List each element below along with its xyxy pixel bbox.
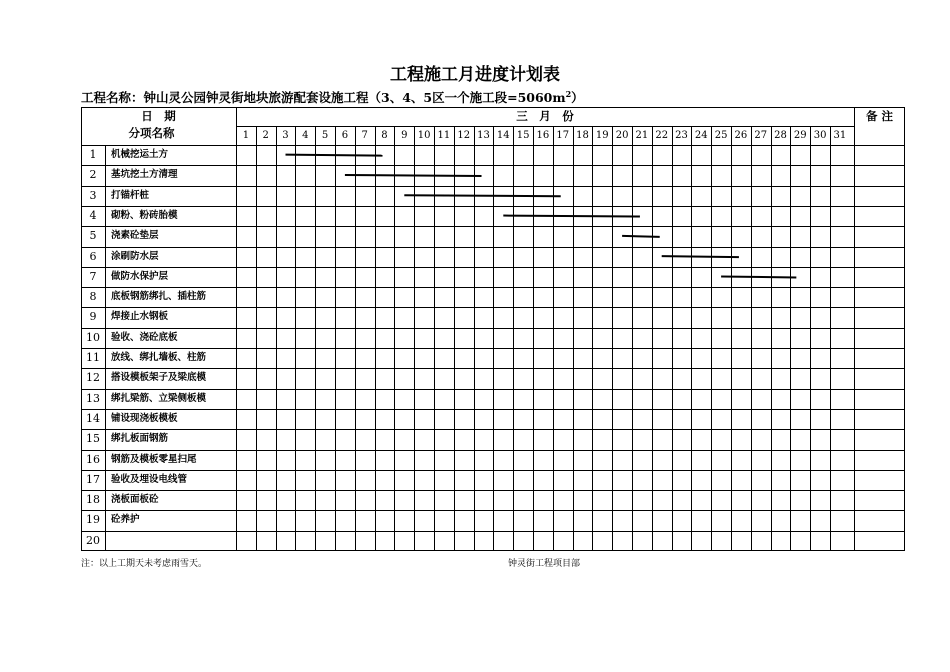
day-number: 27 (754, 130, 768, 141)
row-number: 7 (89, 269, 97, 283)
task-name: 绑扎板面钢筋 (111, 433, 169, 445)
page-title: 工程施工月进度计划表 (390, 65, 560, 85)
day-number: 15 (516, 130, 530, 141)
day-number: 17 (556, 130, 570, 141)
day-number: 19 (595, 130, 609, 141)
day-number: 9 (401, 130, 408, 141)
task-name: 涂刷防水层 (111, 250, 159, 262)
day-number: 30 (813, 130, 827, 141)
day-number: 6 (341, 130, 349, 141)
row-number: 2 (89, 168, 97, 182)
day-number: 18 (576, 130, 589, 141)
row-number: 14 (86, 411, 100, 425)
day-number: 21 (635, 130, 649, 141)
department-name: 钟灵街工程项目部 (508, 559, 581, 569)
task-name: 基坑挖土方清理 (111, 169, 178, 181)
project-name (81, 88, 584, 106)
task-name: 浇板面板砼 (111, 494, 159, 506)
item-header: 分项名称 (128, 126, 175, 140)
row-number: 20 (86, 533, 100, 547)
area-unit-superscript: 2 (565, 88, 572, 99)
day-number: 10 (417, 130, 431, 141)
row-number: 5 (89, 229, 97, 243)
task-name (111, 531, 234, 551)
schedule-bar (503, 216, 640, 217)
row-number: 1 (89, 148, 97, 161)
day-number: 23 (675, 130, 688, 141)
project-close: ） (571, 90, 584, 105)
task-name: 放线、绑扎墙板、柱筋 (111, 352, 207, 363)
schedule-bar (622, 236, 660, 237)
row-number: 9 (89, 310, 97, 324)
task-name: 打锚杆桩 (111, 189, 150, 201)
row-number: 13 (86, 391, 100, 405)
row-number: 10 (86, 330, 100, 344)
row-number: 18 (86, 493, 100, 507)
day-number: 13 (477, 130, 490, 141)
day-number: 12 (457, 130, 471, 141)
task-name: 做防水保护层 (111, 270, 169, 282)
day-number: 8 (381, 130, 388, 141)
task-name: 砼养护 (111, 514, 140, 526)
task-name: 焊接止水钢板 (111, 311, 169, 323)
day-number: 11 (437, 130, 451, 141)
row-number: 15 (86, 432, 100, 446)
schedule-bar (286, 155, 383, 156)
day-number: 25 (714, 130, 728, 141)
row-number: 17 (86, 472, 100, 486)
day-number: 3 (282, 130, 289, 141)
row-number: 6 (89, 249, 97, 263)
row-number: 3 (89, 188, 97, 202)
row-number: 4 (89, 208, 97, 222)
task-name: 搭设模板架子及梁底模 (111, 372, 207, 384)
date-header: 日 期 (141, 109, 176, 123)
day-number: 22 (655, 130, 669, 141)
day-number: 5 (321, 130, 329, 141)
row-number: 11 (86, 351, 100, 364)
day-number: 26 (734, 130, 748, 141)
schedule-bar (721, 276, 796, 277)
day-number: 7 (361, 130, 368, 141)
task-name: 铺设现浇板模板 (111, 412, 178, 424)
schedule-bar (404, 195, 560, 196)
task-name: 钢筋及模板零星扫尾 (111, 453, 197, 465)
footnote: 注：以上工期天未考虑雨雪天。 (81, 559, 208, 569)
task-name: 底板钢筋绑扎、插柱筋 (111, 291, 207, 303)
schedule-bar (345, 175, 482, 176)
row-number: 16 (86, 452, 100, 466)
day-number: 28 (774, 130, 787, 141)
row-number: 19 (86, 513, 100, 527)
day-number: 16 (536, 130, 550, 141)
day-number: 4 (302, 130, 309, 141)
row-number: 8 (89, 290, 97, 304)
task-name: 绑扎梁筋、立梁侧板模 (111, 392, 207, 404)
task-name: 浇素砼垫层 (111, 230, 159, 242)
task-name: 验收、浇砼底板 (111, 331, 178, 343)
day-number: 29 (793, 130, 807, 141)
day-number: 1 (242, 130, 250, 141)
day-number: 14 (496, 130, 510, 141)
schedule-bar (662, 256, 739, 257)
task-name: 验收及埋设电线管 (111, 473, 188, 485)
project-label: 工程名称：钟山灵公园钟灵街地块旅游配套设施工程（3、4、5区一个施工段=5060m (81, 90, 566, 105)
schedule-table (81, 107, 905, 551)
day-number: 20 (615, 130, 629, 141)
task-name: 砌粉、粉砖胎模 (111, 209, 178, 221)
remark-header: 备 注 (865, 109, 893, 123)
day-number: 31 (833, 130, 847, 141)
day-number: 2 (262, 130, 269, 141)
row-number: 12 (86, 371, 100, 385)
month-header: 三 月 份 (516, 109, 574, 123)
task-name: 机械挖运土方 (111, 149, 169, 160)
day-number: 24 (694, 130, 708, 141)
